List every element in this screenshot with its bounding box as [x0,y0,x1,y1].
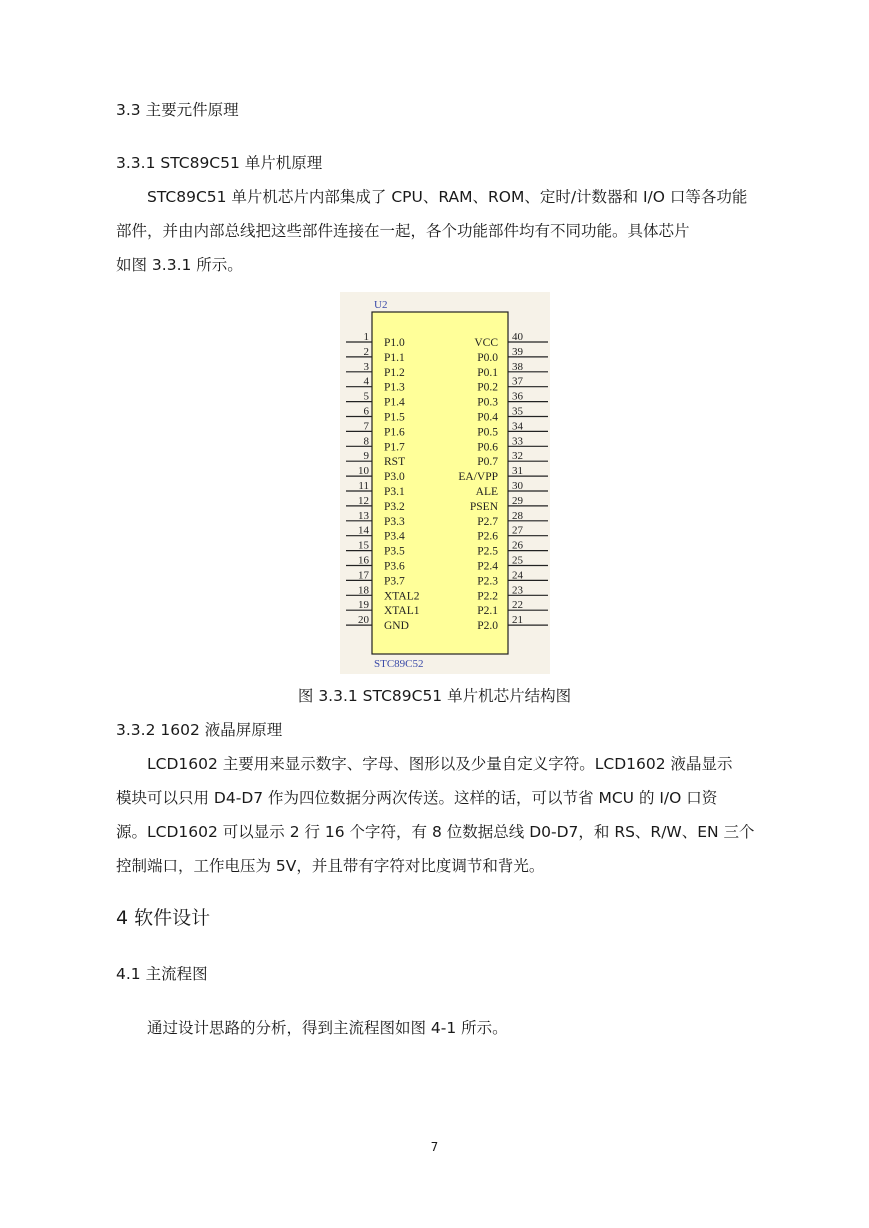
pin-name: P0.2 [477,381,498,394]
pin-number: 18 [358,584,369,597]
pin-name: P2.7 [477,515,498,528]
pin-number: 28 [512,509,523,522]
paragraph-line: STC89C51 单片机芯片内部集成了 CPU、RAM、ROM、定时/计数器和 I/O 口等各功能 [147,188,748,206]
pin-number: 38 [512,360,523,373]
pin-name: P2.4 [477,560,498,573]
pin-name: P3.6 [384,560,405,573]
pin-number: 27 [512,524,523,537]
pin-number: 34 [512,420,523,433]
pin-name: P3.2 [384,500,405,513]
pin-number: 36 [512,390,523,403]
pin-name: P2.6 [477,530,498,543]
pin-name: P0.1 [477,366,498,379]
pin-number: 5 [363,390,369,403]
pin-number: 29 [512,494,523,507]
section-3-3-heading: 3.3 主要元件原理 [116,101,239,119]
pin-number: 3 [363,360,369,373]
pin-name: P3.1 [384,486,405,498]
paragraph-line: LCD1602 主要用来显示数字、字母、图形以及少量自定义字符。LCD1602 液晶显示 [147,755,733,773]
pin-name: P0.3 [477,396,498,409]
paragraph-line: 通过设计思路的分析，得到主流程图如图 4-1 所示。 [147,1019,508,1037]
pin-name: P1.7 [384,441,405,454]
pin-number: 7 [363,420,369,433]
paragraph-line: 如图 3.3.1 所示。 [116,256,243,274]
pin-number: 11 [358,480,369,492]
pin-name: P1.1 [384,351,405,364]
pin-name: P3.0 [384,471,405,484]
pin-name: P1.6 [384,426,405,439]
pin-name: P1.3 [384,381,405,394]
pin-number: 14 [358,524,369,537]
pin-name: P1.4 [384,396,405,409]
pin-number: 17 [358,569,369,582]
pin-number: 8 [363,435,369,448]
pin-number: 30 [512,480,523,492]
pin-number: 39 [512,345,523,358]
pin-name: P0.4 [477,411,498,424]
pin-name: P2.2 [477,590,498,603]
pin-name: EA/VPP [458,471,498,484]
chip-pinout-figure [340,292,550,674]
pin-number: 10 [358,465,369,478]
paragraph-line: 源。LCD1602 可以显示 2 行 16 个字符，有 8 位数据总线 D0-D7，和 RS、R/W、EN 三个 [116,823,755,841]
section-3-3-1-heading: 3.3.1 STC89C51 单片机原理 [116,154,323,172]
pin-name: P2.1 [477,605,498,618]
pin-number: 6 [363,405,369,418]
pin-name: P2.0 [477,620,498,633]
pin-number: 22 [512,599,523,612]
pin-name: VCC [474,337,498,349]
pin-name: PSEN [469,500,498,513]
pin-name: P2.3 [477,575,498,588]
pin-number: 25 [512,554,523,567]
figure-caption: 图 3.3.1 STC89C51 单片机芯片结构图 [297,687,572,705]
pin-number: 32 [512,450,523,463]
pin-number: 13 [358,509,369,522]
pin-name: XTAL1 [384,605,420,618]
chip-ref-label: U2 [374,299,388,311]
pin-name: P0.0 [477,351,498,364]
pin-name: GND [384,620,409,633]
pin-number: 2 [363,345,369,358]
pin-name: P3.5 [384,545,405,558]
pin-number: 33 [512,435,523,448]
pin-name: P0.6 [477,441,498,454]
pin-number: 20 [358,614,369,627]
pin-name: P2.5 [477,545,498,558]
pin-name: P1.2 [384,366,405,379]
pin-number: 26 [512,539,523,552]
pin-number: 40 [512,331,523,343]
section-4-heading: 4 软件设计 [116,907,211,929]
pin-name: P3.4 [384,530,405,543]
pin-number: 19 [358,599,369,612]
pin-name: RST [384,456,406,469]
pin-number: 23 [512,584,523,597]
chip-part-label: STC89C52 [374,658,424,670]
pin-number: 24 [512,569,523,582]
pin-number: 31 [512,465,523,478]
paragraph-line: 部件，并由内部总线把这些部件连接在一起，各个功能部件均有不同功能。具体芯片 [116,222,690,240]
pin-number: 16 [358,554,369,567]
page-number: 7 [430,1140,439,1154]
pin-name: P0.7 [477,456,498,469]
pin-name: P1.5 [384,411,405,424]
pin-number: 4 [363,375,369,388]
pin-name: P0.5 [477,426,498,439]
pin-number: 37 [512,375,523,388]
pin-name: P3.7 [384,575,405,588]
paragraph-line: 模块可以只用 D4-D7 作为四位数据分两次传送。这样的话，可以节省 MCU 的 I/O 口资 [116,789,718,807]
section-4-1-heading: 4.1 主流程图 [116,965,208,983]
paragraph-line: 控制端口，工作电压为 5V，并且带有字符对比度调节和背光。 [116,857,545,875]
pin-number: 9 [363,450,369,463]
pin-name: XTAL2 [384,590,420,603]
pin-name: ALE [475,486,498,498]
pin-number: 1 [363,331,369,343]
pin-name: P1.0 [384,337,405,349]
pin-name: P3.3 [384,515,405,528]
pin-number: 15 [358,539,369,552]
pin-number: 21 [512,614,523,627]
section-3-3-2-heading: 3.3.2 1602 液晶屏原理 [116,721,283,739]
pin-number: 12 [358,494,369,507]
pin-number: 35 [512,405,523,418]
